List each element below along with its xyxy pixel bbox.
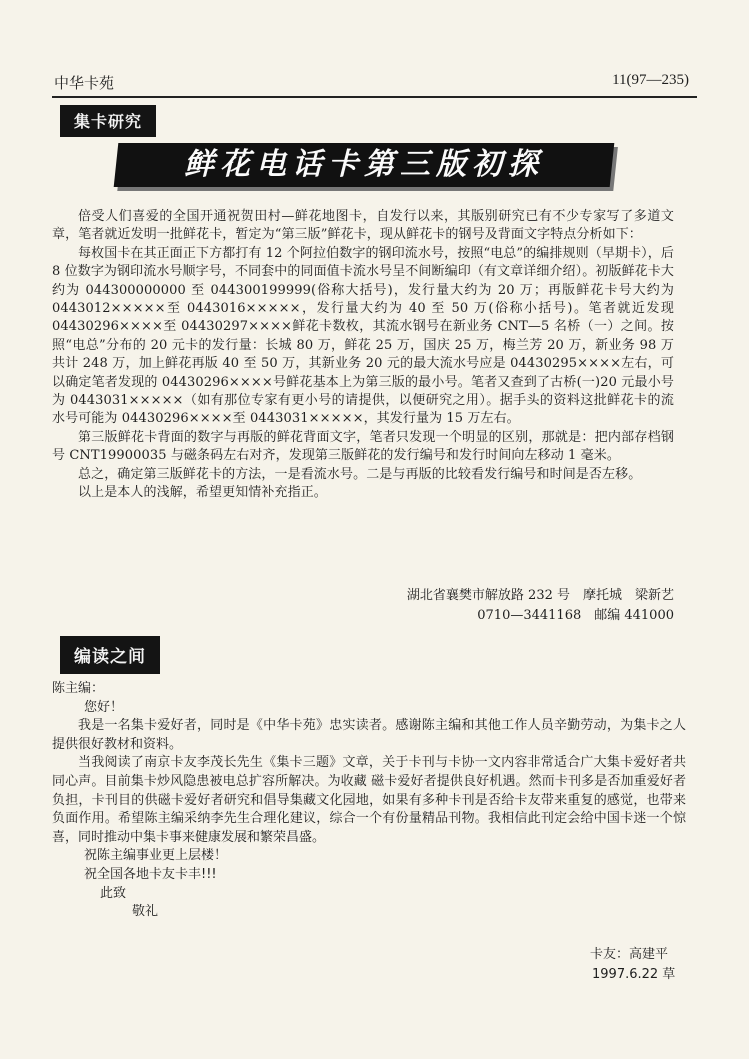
letter-paragraph: 当我阅读了南京卡友李茂长先生《集卡三题》文章，关于卡刊与卡协一文内容非常适合广大集卡爱好者共同心声。目前集卡炒风隐患被电总扩容所解决。为收藏 磁卡爱好者提供良好机遇。然而卡刊多是否加重爱好者负担，卡刊目的供磁卡爱好者研究和倡导集藏文化园地，如果有多种卡刊是否给卡友带来重复的感觉，也带来负面作用。希望陈主编采纳李先生合理化建议，综合一个有份量精品刊物。我相信此刊定会给中国卡迷一个惊喜，同时推动中集卡事来健康发展和繁荣昌盛。 bbox=[52, 755, 686, 845]
issue-number: 11(97—235) bbox=[612, 72, 689, 88]
letter-wish: 祝陈主编事业更上层楼！ bbox=[84, 848, 228, 864]
author-address: 湖北省襄樊市解放路 232 号 摩托城 梁新艺 bbox=[406, 588, 674, 603]
magazine-name: 中华卡苑 bbox=[54, 74, 115, 92]
letter-salutation: 陈主编： bbox=[52, 681, 105, 696]
article-paragraph: 倍受人们喜爱的全国开通祝贺田村—鲜花地图卡，自发行以来，其版别研究已有不少专家写了多道文章，笔者就近发明一批鲜花卡，暂定为“第三版”鲜花卡，现从鲜花卡的钢号及背面文字特点分析如下： bbox=[52, 209, 674, 243]
letter-closing: 此致 bbox=[100, 885, 127, 901]
article-title: 鲜花电话卡第三版初探 bbox=[184, 147, 544, 182]
article-paragraph: 以上是本人的浅解，希望更知情补充指正。 bbox=[78, 485, 327, 501]
article-paragraph: 第三版鲜花卡背面的数字与再版的鲜花背面文字，笔者只发现一个明显的区别，那就是：把内部存档钢号 CNT19900035 与磁条码左右对齐，发现第三版鲜花的发行编号和发行时间向左移动 1 毫米。 bbox=[52, 429, 674, 464]
letter-greeting: 您好！ bbox=[84, 699, 124, 715]
article-paragraph: 总之，确定第三版鲜花卡的方法，一是看流水号。二是与再版的比较看发行编号和时间是否左移。 bbox=[78, 466, 642, 482]
section-tag-card-research: 集卡研究 bbox=[60, 105, 156, 137]
letter-wish: 祝全国各地卡友卡丰!!! bbox=[84, 866, 217, 882]
section-tag-editor-reader: 编读之间 bbox=[60, 636, 160, 674]
header-rule bbox=[52, 96, 697, 98]
author-contact: 0710—3441168 邮编 441000 bbox=[477, 608, 674, 623]
article-paragraph: 每枚国卡在其正面正下方都打有 12 个阿拉伯数字的钢印流水号，按照“电总”的编排规则（早期卡），后 8 位数字为钢印流水号顺字号，不同套中的同面值卡流水号呈不间断编印（有文章详细介绍）。初版鲜花卡大约为 044300000000 至 044300199999(俗称大括号)，发行量大约为 20 万；再版鲜花卡号大约为 0443012×××××至 0443016×××××，发行量大约为 40 至 50 万(俗称小括号)。笔者就近发现 04430296××××至 04430297××××鲜花卡数枚，其流水钢号在新业务 CNT—5 名桥（一）之间。按照“电总”分布的 20 元卡的发行量：长城 80 万，鲜花 25 万，国庆 25 万，梅兰芳 20 万，新业务 98 万共计 248 万，加上鲜花再版 40 至 50 万，其新业务 20 元的最大流水号应是 04430295××××左右，可以确定笔者发现的 04430296××××号鲜花基本上为第三版的最小号。笔者又查到了古桥(一)20 元最小号为 0443031×××××（如有那位专家有更小号的请提供，以便研究之用）。据手头的资料这批鲜花卡的流水号可能为 04430296××××至 0443031×××××，其发行量为 15 万左右。 bbox=[52, 245, 674, 427]
letter-sender: 卡友：高建平 bbox=[590, 947, 669, 962]
article-body bbox=[52, 208, 674, 503]
reader-letter bbox=[52, 680, 686, 922]
letter-paragraph: 我是一名集卡爱好者，同时是《中华卡苑》忠实读者。感谢陈主编和其他工作人员辛勤劳动，为集卡之人提供很好教材和资料。 bbox=[52, 718, 686, 752]
letter-closing: 敬礼 bbox=[132, 904, 159, 920]
letter-date: 1997.6.22 草 bbox=[592, 967, 676, 982]
